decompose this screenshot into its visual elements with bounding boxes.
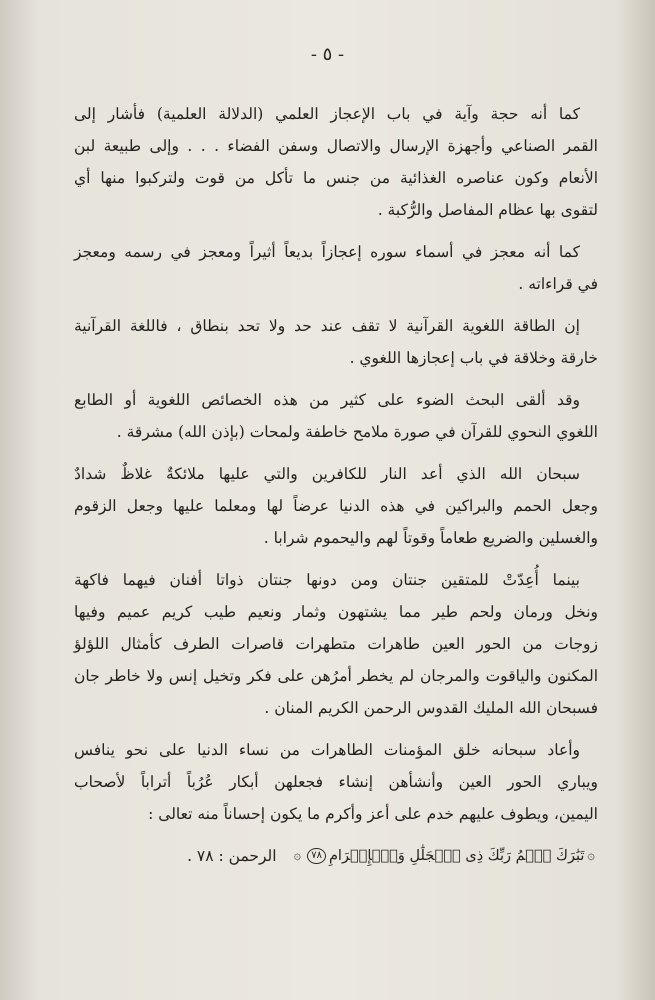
paragraph (74, 384, 598, 448)
text-line: فسبحان الله المليك القدوس الرحمن الكريم المنان . (264, 699, 598, 717)
quran-verse-line (74, 840, 598, 872)
paragraph (74, 734, 598, 830)
verse-reference: الرحمن : ٧٨ . (187, 847, 277, 865)
text-line: ونخل ورمان ولحم طير مما يشتهون وثمار ونعيم طيب كريم عميم وفيها (74, 603, 598, 621)
verse-number: ٧٨ (307, 848, 326, 864)
text-line: كما أنه حجة وآية في باب الإعجاز العلمي (الدلالة العلمية) فأشار إلى (74, 105, 580, 123)
text-line: وجعل الحمم والبراكين في هذه الدنيا عرضاً لها ومعلما عليها وجعل الزقوم (74, 497, 598, 515)
text-line: سبحان الله الذي أعد النار للكافرين والتي عليها ملائكةٌ غلاظٌ شدادٌ (74, 465, 580, 483)
text-line: وقد ألقى البحث الضوء على كثير من هذه الخصائص اللغوية أو الطابع (74, 391, 580, 409)
text-line: إن الطاقة اللغوية القرآنية لا تقف عند حد ولا تحد بنطاق ، فاللغة القرآنية (74, 317, 580, 335)
paragraph (74, 236, 598, 300)
verse-ornament-close: ۞ (293, 848, 302, 863)
text-line: الأنعام وكون عناصره الغذائية من جنس ما تأكل من قوت ولتركبوا منها أي (74, 169, 598, 187)
text-line: والغسلين والضريع طعاماً وقوتاً لهم واليحموم شرابا . (263, 529, 598, 547)
text-line: القمر الصناعي وأجهزة الإرسال والاتصال وسفن الفضاء . . . وإلى طبيعة لبن (74, 137, 598, 155)
paragraph (74, 564, 598, 724)
text-line: المكنون والياقوت والمرجان لم يخطر أمرُهن على فكر وتخيل إنس ولا خاطر جان (74, 667, 598, 685)
text-line: خارقة وخلاقة في باب إعجازها اللغوي . (349, 349, 598, 367)
text-line: كما أنه معجز في أسماء سوره إعجازاً بديعاً أثيراً ومعجز في رسمه ومعجز (74, 243, 580, 261)
text-line: لتقوى بها عظام المفاصل والرُّكبة . (377, 201, 598, 219)
paragraph (74, 458, 598, 554)
text-line: زوجات من الحور العين طاهرات متطهرات قاصرات الطرف كأمثال اللؤلؤ (74, 635, 598, 653)
text-line: وأعاد سبحانه خلق المؤمنات الطاهرات من نساء الدنيا على نحو ينافس (74, 741, 580, 759)
paragraph (74, 310, 598, 374)
verse-text: تَبَٰرَكَ ٱسۡمُ رَبِّكَ ذِى ٱلۡجَلَٰلِ وَٱلۡإِكۡرَامِ (328, 848, 585, 864)
text-line: اليمين، ويطوف عليهم خدم على أعز وأكرم ما يكون إحساناً منه تعالى : (148, 805, 598, 823)
verse-ornament-open: ۞ (587, 848, 595, 863)
text-line: اللغوي النحوي للقرآن في صورة ملامح خاطفة ولمحات (بإذن الله) مشرقة . (116, 423, 598, 441)
paragraph (74, 98, 598, 226)
body-text (74, 98, 598, 872)
text-line: بينما أُعِدّتْ للمتقين جنتان ومن دونها جنتان ذواتا أفنان فيهما فاكهة (74, 571, 580, 589)
text-line: ويباري الحور العين وأنشأهن إنشاء فجعلهن أبكار عُرُباً أتراباً لأصحاب (74, 773, 598, 791)
text-line: في قراءاته . (518, 275, 598, 293)
page-number: - ٥ - (310, 44, 345, 65)
